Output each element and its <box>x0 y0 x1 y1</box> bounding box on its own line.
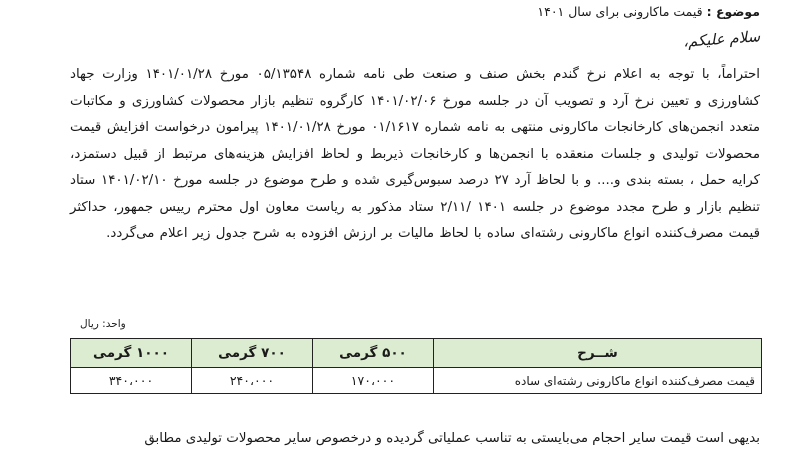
header-500g: ۵۰۰ گرمی <box>312 339 433 368</box>
body-paragraph: احتراماً، با توجه به اعلام نرخ گندم بخش صنف و صنعت طی نامه شماره ۰۵/۱۳۵۴۸ مورخ ۱۴۰۱/۰۱/۲۸ وزارت جهاد کشاورزی و تعیین نرخ آرد و تصویب آن در جلسه مورخ ۱۴۰۱/۰۲/۰۶ کارگروه تنظیم بازار محصولات کشاورزی و مکاتبات متعدد انجمن‌های کارخانجات ماکارونی منتهی به نامه شماره ۰۱/۱۶۱۷ مورخ ۱۴۰۱/۰۱/۲۸ پیرامون درخواست افزایش قیمت محصولات تولیدی و جلسات منعقده با انجمن‌ها و کارخانجات ذیربط و لحاظ افزایش هزینه‌های مرتبط از قبیل دستمزد، کرایه حمل ، بسته بندی و.... و با لحاظ آرد ۲۷ درصد سبوس‌گیری شده و طرح موضوع در جلسه مورخ ۱۴۰۱/۰۲/۱۰ ستاد تنظیم بازار و طرح مجدد موضوع در جلسه ۱۴۰۱ /۲/۱۱ ستاد مذکور به ریاست معاون اول محترم رییس جمهور، حداکثر قیمت مصرف‌کننده انواع ماکارونی رشته‌ای ساده با لحاظ مالیات بر ارزش افزوده به شرح جدول زیر اعلام می‌گردد. <box>70 67 761 241</box>
price-1000g: ۳۴۰،۰۰۰ <box>71 368 192 394</box>
header-1000g: ۱۰۰۰ گرمی <box>71 339 192 368</box>
subject-text: قیمت ماکارونی برای سال ۱۴۰۱ <box>537 4 703 19</box>
row-description: قیمت مصرف‌کننده انواع ماکارونی رشته‌ای ساده <box>433 368 761 394</box>
unit-label: واحد: ریال <box>80 318 126 330</box>
subject-label: موضوع : <box>706 4 760 19</box>
salutation: سلام علیکم، <box>682 27 761 51</box>
header-description: شــرح <box>433 339 761 368</box>
subject-line <box>537 4 760 19</box>
price-700g: ۲۴۰،۰۰۰ <box>192 368 313 394</box>
footer-paragraph: بدیهی است قیمت سایر احجام می‌بایستی به تناسب عملیاتی گردیده و درخصوص سایر محصولات تولیدی مطابق <box>144 431 760 446</box>
header-700g: ۷۰۰ گرمی <box>192 339 313 368</box>
price-table <box>70 338 762 394</box>
price-table-header-row <box>71 339 762 368</box>
table-row <box>71 368 762 394</box>
price-500g: ۱۷۰،۰۰۰ <box>312 368 433 394</box>
